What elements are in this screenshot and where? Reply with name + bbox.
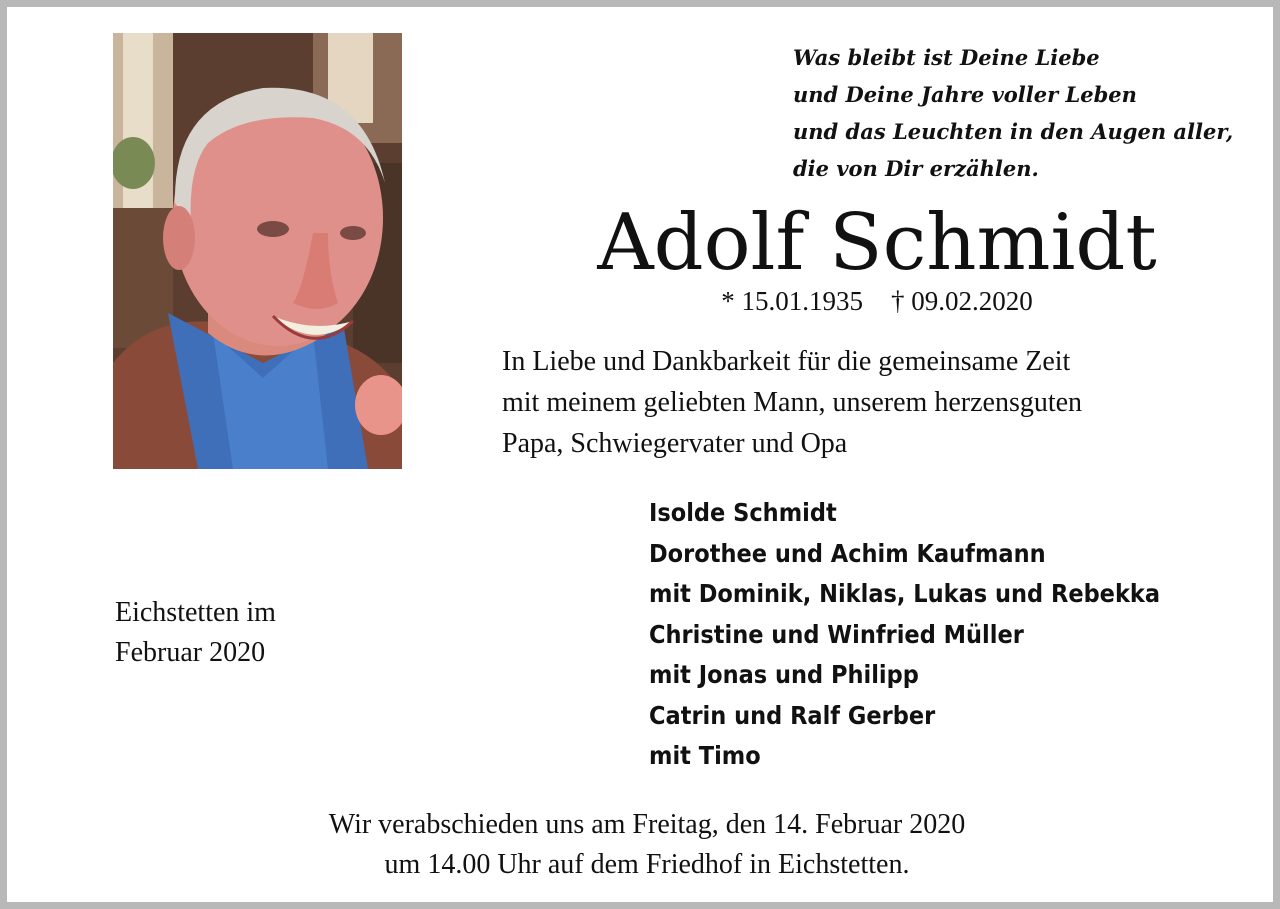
farewell-line: Wir verabschieden uns am Freitag, den 14. Februar 2020 xyxy=(328,809,966,840)
mourner-line: mit Dominik, Niklas, Lukas und Rebekka xyxy=(649,579,1161,608)
death-date: † 09.02.2020 xyxy=(891,286,1033,316)
dedication-text xyxy=(502,341,1242,464)
date-line: Februar 2020 xyxy=(115,637,266,668)
memorial-quote xyxy=(793,39,1263,187)
dedication-line: mit meinem geliebten Mann, unserem herzensguten xyxy=(502,387,1083,418)
place-line: Eichstetten im xyxy=(115,597,276,628)
life-dates xyxy=(567,285,1187,317)
funeral-announcement xyxy=(147,805,1147,885)
mourners-list xyxy=(649,493,1189,777)
quote-line: und das Leuchten in den Augen aller, xyxy=(793,119,1234,144)
deceased-name: Adolf Schmidt xyxy=(597,198,1157,288)
dedication-line: Papa, Schwiegervater und Opa xyxy=(502,428,848,459)
mourner-line: Dorothee und Achim Kaufmann xyxy=(649,538,1046,568)
mourner-line: Christine und Winfried Müller xyxy=(649,619,1024,649)
mourner-line: Catrin und Ralf Gerber xyxy=(649,700,936,730)
portrait-photo xyxy=(113,33,402,469)
place-and-date xyxy=(115,593,375,673)
farewell-line: um 14.00 Uhr auf dem Friedhof in Eichstetten. xyxy=(384,849,910,880)
mourner-line: Isolde Schmidt xyxy=(649,498,837,527)
mourner-line: mit Timo xyxy=(649,741,761,770)
mourner-line: mit Jonas und Philipp xyxy=(649,660,919,689)
quote-line: Was bleibt ist Deine Liebe xyxy=(793,45,1100,70)
quote-line: und Deine Jahre voller Leben xyxy=(793,82,1137,107)
dedication-line: In Liebe und Dankbarkeit für die gemeinsame Zeit xyxy=(502,346,1071,377)
quote-line: die von Dir erzählen. xyxy=(793,156,1039,181)
birth-date: * 15.01.1935 xyxy=(721,286,863,316)
